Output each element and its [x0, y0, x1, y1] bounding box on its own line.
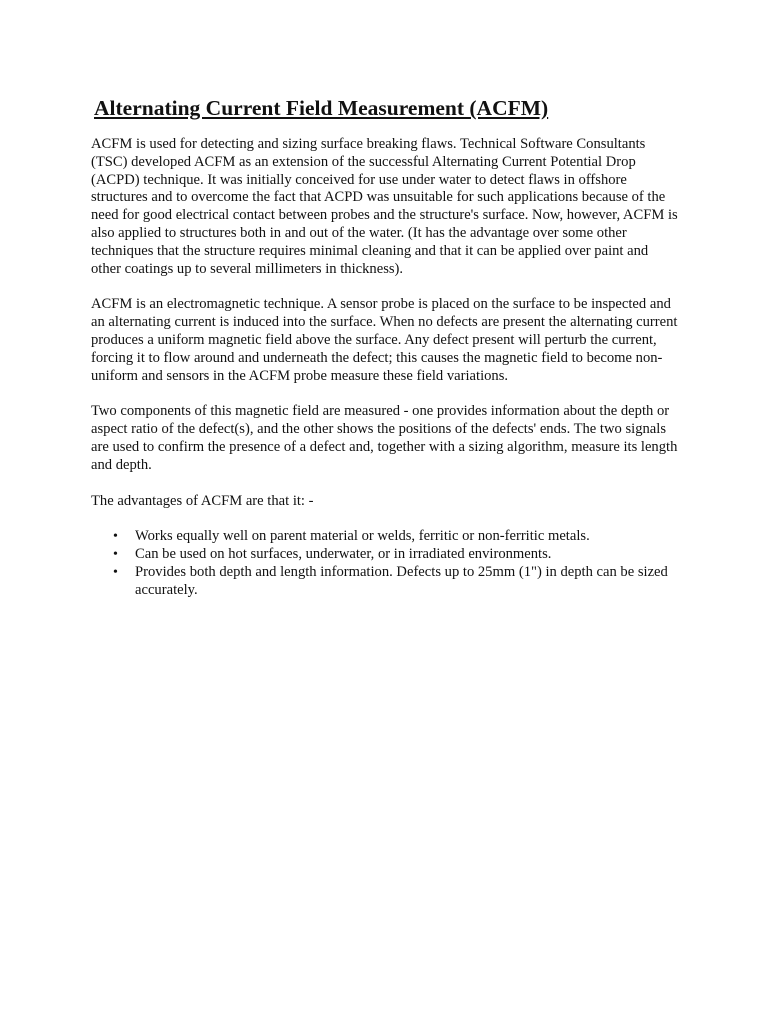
document-title: Alternating Current Field Measurement (ACFM)	[94, 96, 549, 120]
advantages-list	[91, 528, 681, 599]
list-item-text: Works equally well on parent material or welds, ferritic or non-ferritic metals.	[135, 528, 590, 545]
document-page	[91, 93, 681, 600]
paragraph-intro: ACFM is used for detecting and sizing surface breaking flaws. Technical Software Consultants (TSC) developed ACFM as an extension of the successful Alternating Current Potential Drop (ACPD) technique. It was initially conceived for use under water to detect flaws in offshore structures and to overcome the fact that ACPD was unsuitable for such applications because of the need for good electrical contact between probes and the structure's surface. Now, however, ACFM is also applied to structures both in and out of the water. (It has the advantage over some other techniques that the structure requires minimal cleaning and that it can be applied over paint and other coatings up to several millimeters in thickness).	[91, 136, 678, 277]
paragraph-components: Two components of this magnetic field are measured - one provides information about the depth or aspect ratio of the defect(s), and the other shows the positions of the defects' ends. The two signals are used to confirm the presence of a defect and, together with a sizing algorithm, measure its length and depth.	[91, 403, 678, 473]
list-item	[113, 546, 681, 564]
bullet-icon: •	[113, 564, 118, 580]
paragraph-technique: ACFM is an electromagnetic technique. A sensor probe is placed on the surface to be inspected and an alternating current is induced into the surface. When no defects are present the alternating current produces a uniform magnetic field above the surface. Any defect present will perturb the current, forcing it to flow around and underneath the defect; this causes the magnetic field to become non-uniform and sensors in the ACFM probe measure these field variations.	[91, 296, 678, 384]
list-item	[113, 528, 681, 546]
bullet-icon: •	[113, 529, 118, 545]
list-item	[113, 563, 681, 600]
bullet-icon: •	[113, 547, 118, 563]
paragraph-advantages-intro: The advantages of ACFM are that it: -	[91, 492, 314, 509]
list-item-text: Provides both depth and length information. Defects up to 25mm (1") in depth can be sized accurately.	[135, 563, 668, 598]
list-item-text: Can be used on hot surfaces, underwater, or in irradiated environments.	[135, 546, 552, 563]
